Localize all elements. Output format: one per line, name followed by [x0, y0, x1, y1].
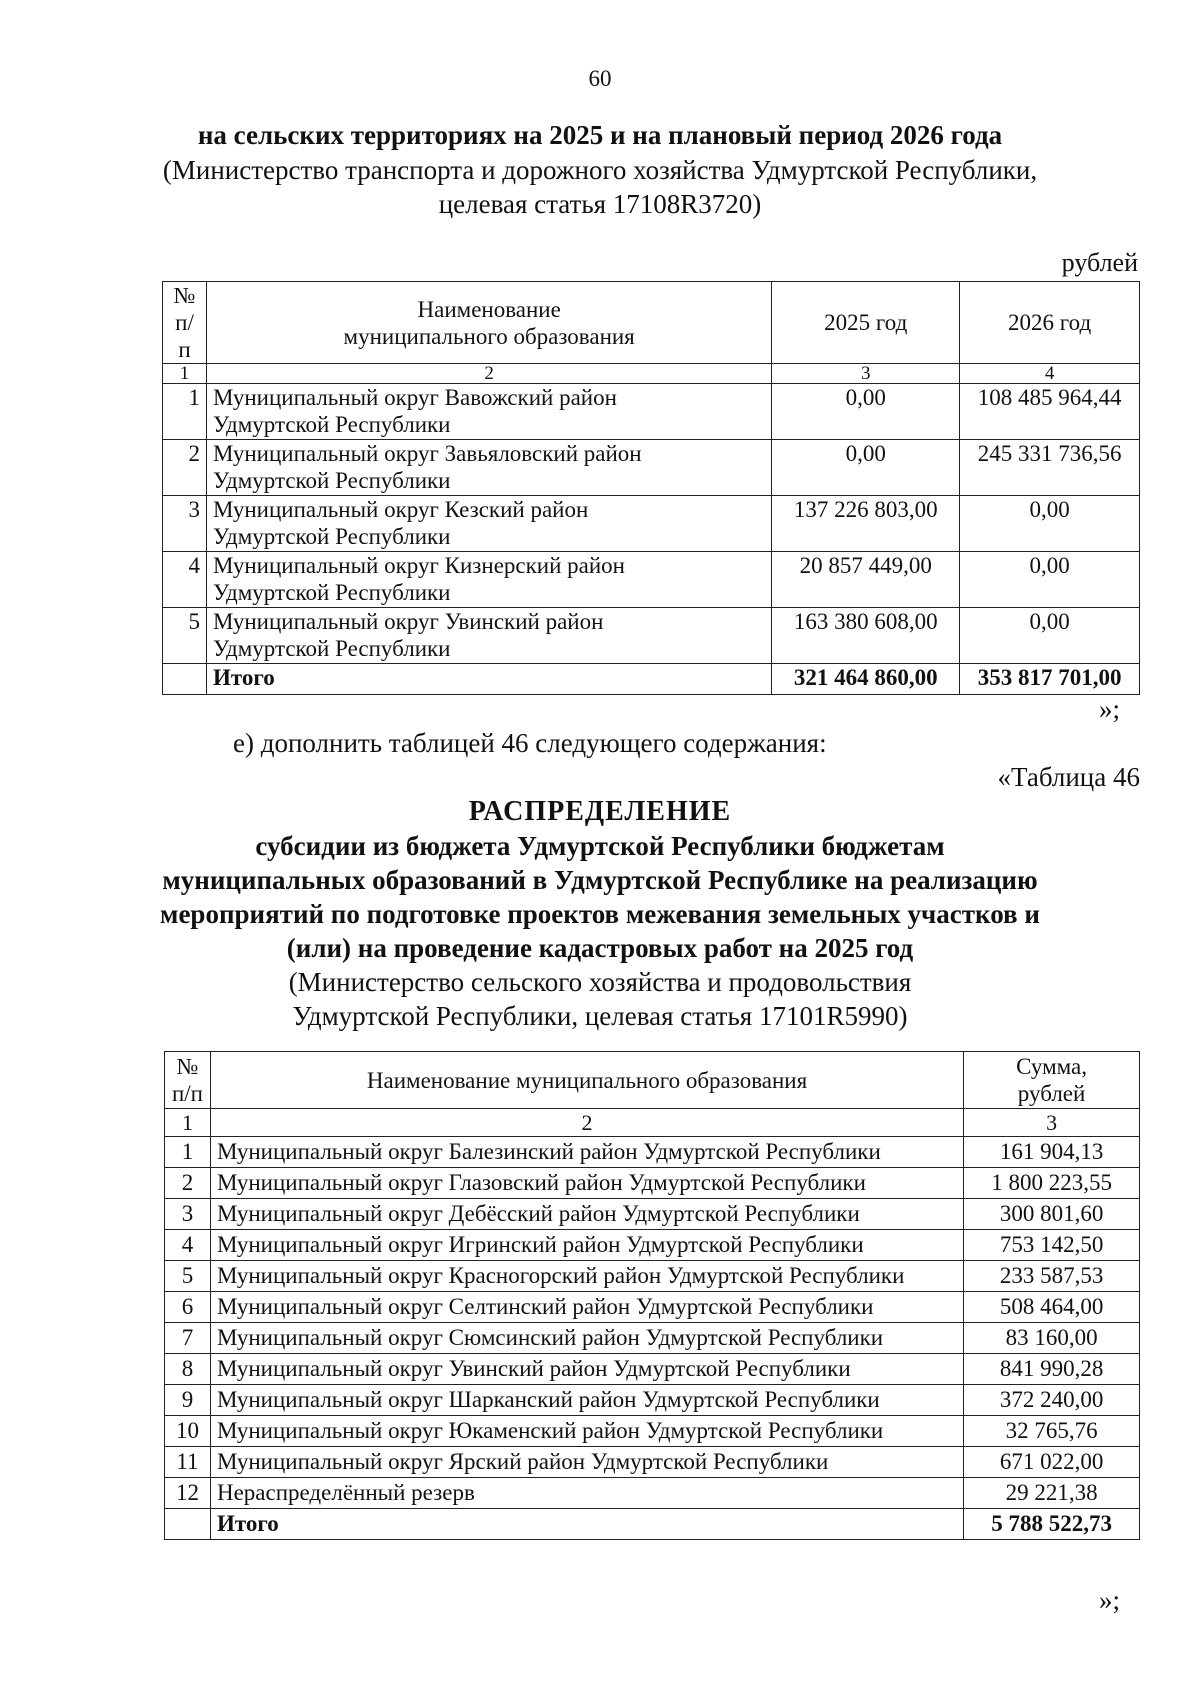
- row-name: Муниципальный округ Игринский район Удмуртской Республики: [210, 1230, 963, 1261]
- row-name: Муниципальный округ Увинский район Удмуртской Республики: [206, 608, 771, 664]
- table-total-row: [165, 1509, 1140, 1540]
- row-name: Нераспределённый резерв: [210, 1478, 963, 1509]
- row-name: Муниципальный округ Ярский район Удмуртской Республики: [210, 1447, 963, 1478]
- row-2025: 20 857 449,00: [772, 552, 960, 608]
- section2-subtitle-line2: Удмуртской Республики, целевая статья 17101R5990): [292, 1001, 908, 1031]
- row-sum: 83 160,00: [964, 1323, 1140, 1354]
- row-num: 7: [165, 1323, 211, 1354]
- row-num: 1: [163, 384, 207, 440]
- header-2025: 2025 год: [772, 282, 960, 364]
- row-sum: 671 022,00: [964, 1447, 1140, 1478]
- section2-heading: РАСПРЕДЕЛЕНИЕ: [468, 796, 732, 827]
- row-sum: 508 464,00: [964, 1292, 1140, 1323]
- row-sum: 233 587,53: [964, 1261, 1140, 1292]
- row-num: 4: [165, 1230, 211, 1261]
- section2-title-line3: мероприятий по подготовке проектов межевания земельных участков и: [160, 899, 1040, 929]
- row-num: 2: [165, 1168, 211, 1199]
- row-name: Муниципальный округ Красногорский район Удмуртской Республики: [210, 1261, 963, 1292]
- index-cell: 4: [960, 364, 1140, 384]
- section2-closing: »;: [1098, 1585, 1120, 1615]
- row-name: Муниципальный округ Вавожский район Удмуртской Республики: [206, 384, 771, 440]
- row-num: 9: [165, 1385, 211, 1416]
- row-num: 6: [165, 1292, 211, 1323]
- row-name: Муниципальный округ Глазовский район Удмуртской Республики: [210, 1168, 963, 1199]
- table-row: [163, 608, 1140, 664]
- row-2026: 0,00: [960, 552, 1140, 608]
- total-num: [163, 664, 207, 695]
- table-index-row: [165, 1109, 1140, 1137]
- section1-subtitle-line1: (Министерство транспорта и дорожного хозяйства Удмуртской Республики,: [162, 155, 1038, 185]
- row-num: 3: [163, 496, 207, 552]
- header-2026: 2026 год: [960, 282, 1140, 364]
- row-name: Муниципальный округ Завьяловский район Удмуртской Республики: [206, 440, 771, 496]
- row-sum: 29 221,38: [964, 1478, 1140, 1509]
- header-sum: Сумма, рублей: [964, 1052, 1140, 1109]
- row-name: Муниципальный округ Увинский район Удмуртской Республики: [210, 1354, 963, 1385]
- row-num: 1: [165, 1137, 211, 1168]
- row-sum: 372 240,00: [964, 1385, 1140, 1416]
- table-header-row: [165, 1052, 1140, 1109]
- row-num: 4: [163, 552, 207, 608]
- row-2026: 108 485 964,44: [960, 384, 1140, 440]
- table-row: [165, 1416, 1140, 1447]
- row-num: 12: [165, 1478, 211, 1509]
- row-name: Муниципальный округ Балезинский район Удмуртской Республики: [210, 1137, 963, 1168]
- table-row: [165, 1478, 1140, 1509]
- row-name: Муниципальный округ Селтинский район Удмуртской Республики: [210, 1292, 963, 1323]
- row-num: 8: [165, 1354, 211, 1385]
- table-row: [165, 1292, 1140, 1323]
- section2-title-line4: (или) на проведение кадастровых работ на 2025 год: [286, 933, 914, 963]
- row-num: 11: [165, 1447, 211, 1478]
- section2-title-line2: муниципальных образований в Удмуртской Республике на реализацию: [162, 865, 1038, 895]
- header-name: Наименование муниципального образования: [206, 282, 771, 364]
- table-label: «Таблица 46: [997, 762, 1140, 792]
- table-row: [165, 1137, 1140, 1168]
- table-total-row: [163, 664, 1140, 695]
- row-2026: 245 331 736,56: [960, 440, 1140, 496]
- row-sum: 161 904,13: [964, 1137, 1140, 1168]
- row-2026: 0,00: [960, 608, 1140, 664]
- total-label: Итого: [206, 664, 771, 695]
- table-row: [165, 1385, 1140, 1416]
- table-row: [165, 1230, 1140, 1261]
- row-sum: 300 801,60: [964, 1199, 1140, 1230]
- section1-units: рублей: [1061, 248, 1138, 277]
- total-sum: 5 788 522,73: [964, 1509, 1140, 1540]
- header-num: № п/п: [165, 1052, 211, 1109]
- row-sum: 753 142,50: [964, 1230, 1140, 1261]
- index-cell: 1: [163, 364, 207, 384]
- index-cell: 2: [206, 364, 771, 384]
- table-row: [165, 1168, 1140, 1199]
- table-row: [165, 1323, 1140, 1354]
- table-header-row: [163, 282, 1140, 364]
- row-sum: 1 800 223,55: [964, 1168, 1140, 1199]
- row-num: 3: [165, 1199, 211, 1230]
- section1-table: [162, 281, 1140, 695]
- row-num: 5: [165, 1261, 211, 1292]
- row-name: Муниципальный округ Сюмсинский район Удмуртской Республики: [210, 1323, 963, 1354]
- section1-title: на сельских территориях на 2025 и на плановый период 2026 года: [197, 120, 1003, 150]
- row-name: Муниципальный округ Шарканский район Удмуртской Республики: [210, 1385, 963, 1416]
- instruction-text: е) дополнить таблицей 46 следующего содержания:: [233, 728, 827, 758]
- header-name: Наименование муниципального образования: [210, 1052, 963, 1109]
- table-row: [163, 440, 1140, 496]
- table-row: [165, 1354, 1140, 1385]
- total-label: Итого: [210, 1509, 963, 1540]
- row-2025: 137 226 803,00: [772, 496, 960, 552]
- row-name: Муниципальный округ Кезский район Удмуртской Республики: [206, 496, 771, 552]
- table-row: [165, 1199, 1140, 1230]
- row-num: 2: [163, 440, 207, 496]
- row-sum: 32 765,76: [964, 1416, 1140, 1447]
- table-row: [163, 496, 1140, 552]
- total-num: [165, 1509, 211, 1540]
- index-cell: 1: [165, 1109, 211, 1137]
- row-num: 10: [165, 1416, 211, 1447]
- section2-title-line1: субсидии из бюджета Удмуртской Республики бюджетам: [255, 831, 945, 861]
- row-num: 5: [163, 608, 207, 664]
- row-2026: 0,00: [960, 496, 1140, 552]
- page-number: 60: [588, 66, 612, 91]
- index-cell: 3: [772, 364, 960, 384]
- table-row: [163, 384, 1140, 440]
- row-2025: 0,00: [772, 440, 960, 496]
- section1-subtitle-line2: целевая статья 17108R3720): [438, 189, 762, 219]
- row-name: Муниципальный округ Кизнерский район Удмуртской Республики: [206, 552, 771, 608]
- table-index-row: [163, 364, 1140, 384]
- section2-table: [164, 1051, 1140, 1540]
- row-2025: 163 380 608,00: [772, 608, 960, 664]
- total-2026: 353 817 701,00: [960, 664, 1140, 695]
- section1-closing: »;: [1098, 694, 1120, 724]
- index-cell: 3: [964, 1109, 1140, 1137]
- table-row: [165, 1261, 1140, 1292]
- total-2025: 321 464 860,00: [772, 664, 960, 695]
- header-num: № п/п: [163, 282, 207, 364]
- row-2025: 0,00: [772, 384, 960, 440]
- table-row: [163, 552, 1140, 608]
- row-sum: 841 990,28: [964, 1354, 1140, 1385]
- table-row: [165, 1447, 1140, 1478]
- index-cell: 2: [210, 1109, 963, 1137]
- row-name: Муниципальный округ Юкаменский район Удмуртской Республики: [210, 1416, 963, 1447]
- row-name: Муниципальный округ Дебёсский район Удмуртской Республики: [210, 1199, 963, 1230]
- section2-subtitle-line1: (Министерство сельского хозяйства и продовольствия: [288, 967, 912, 997]
